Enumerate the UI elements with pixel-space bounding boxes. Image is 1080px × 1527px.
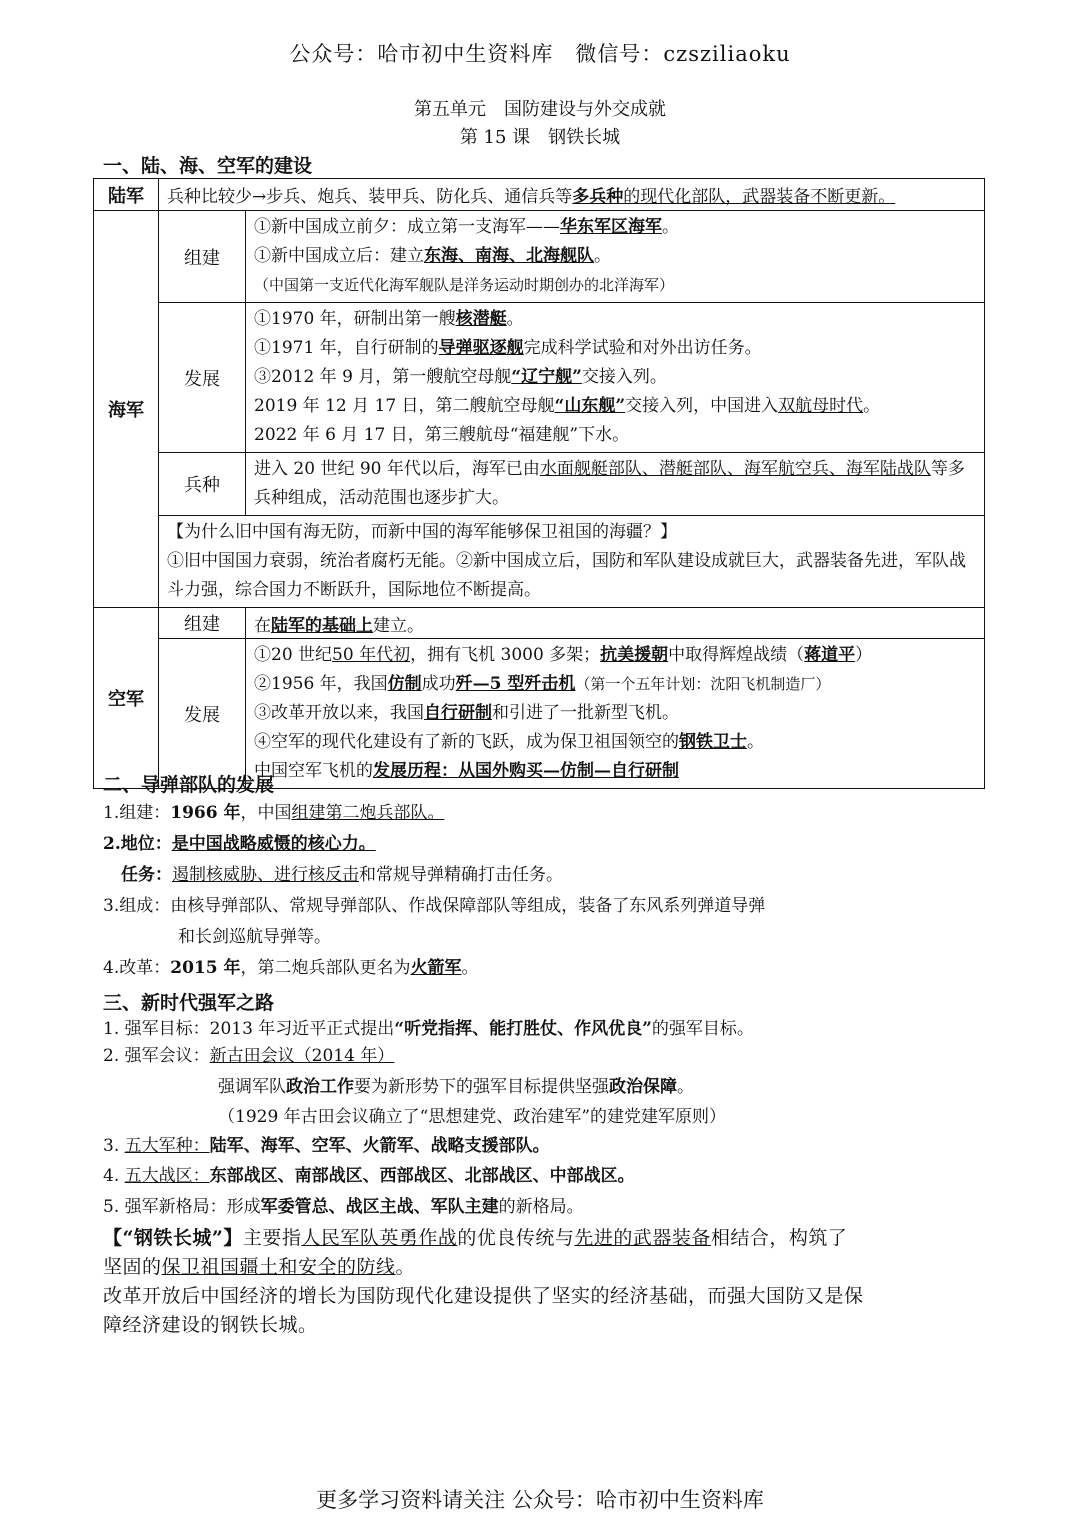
great-wall-line-1: 【“钢铁长城”】主要指人民军队英勇作战的优良传统与先进的武器装备相结合，构筑了 (103, 1227, 848, 1249)
missile-line-5: 和长剑巡航导弹等。 (178, 927, 331, 947)
navy-dev-label: 发展 (159, 303, 246, 453)
navy-label: 海军 (94, 211, 159, 608)
strong-army-line-4: 3. 五大军种：陆军、海军、空军、火箭军、战略支援部队。 (103, 1136, 550, 1156)
navy-dev-content: ①1970 年，研制出第一艘核潜艇。 ①1971 年，自行研制的导弹驱逐舰完成科学试验和对外出访任务。 ③2012 年 9 月，第一艘航空母舰“辽宁舰”交接入列。 2019 年 12 月 17 日，第二艘航空母舰“山东舰”交接入列，中国进入双航母时代。 2022 年 6 月 17 日，第三艘航母“福建舰”下水。 (246, 303, 985, 453)
unit-title: 第五单元 国防建设与外交成就 (414, 99, 666, 120)
airforce-dev-label: 发展 (159, 639, 246, 789)
page-header: 公众号：哈市初中生资料库 微信号：czsziliaoku (289, 42, 791, 66)
lesson-title: 第 15 课 钢铁长城 (459, 127, 621, 148)
economy-line-2: 障经济建设的钢铁长城。 (103, 1314, 318, 1336)
economy-line-1: 改革开放后中国经济的增长为国防现代化建设提供了坚实的经济基础，而强大国防又是保 (103, 1285, 864, 1307)
airforce-form-label: 组建 (159, 608, 246, 639)
great-wall-line-2: 坚固的保卫祖国疆土和安全的防线。 (103, 1256, 416, 1278)
military-table (93, 178, 985, 789)
navy-question (159, 516, 985, 608)
missile-line-4: 3.组成：由核导弹部队、常规导弹部队、作战保障部队等组成，装备了东风系列弹道导弹 (103, 896, 766, 916)
navy-arms-label: 兵种 (159, 453, 246, 516)
navy-form-label: 组建 (159, 211, 246, 303)
navy-arms-content: 进入 20 世纪 90 年代以后，海军已由水面舰艇部队、潜艇部队、海军航空兵、海军陆战队等多兵种组成，活动范围也逐步扩大。 (246, 453, 985, 516)
airforce-dev-content: ①20 世纪50 年代初，拥有飞机 3000 多架；抗美援朝中取得辉煌战绩（蒋道平） ②1956 年，我国仿制成功歼—5 型歼击机（第一个五年计划：沈阳飞机制造厂） ③改革开放以来，我国自行研制和引进了一批新型飞机。 ④空军的现代化建设有了新的飞跃，成为保卫祖国领空的钢铁卫士。 中国空军飞机的发展历程：从国外购买—仿制—自行研制 (246, 639, 985, 789)
missile-line-2: 2.地位：是中国战略威慑的核心力。 (103, 834, 376, 854)
army-label: 陆军 (94, 179, 159, 211)
page-footer: 更多学习资料请关注 公众号：哈市初中生资料库 (316, 1488, 764, 1512)
strong-army-line-5: 4. 五大战区：东部战区、南部战区、西部战区、北部战区、中部战区。 (103, 1166, 635, 1186)
airforce-form-content: 在陆军的基础上建立。 (246, 608, 985, 639)
navy-question-title: 【为什么旧中国有海无防，而新中国的海军能够保卫祖国的海疆？】 (167, 522, 677, 542)
missile-line-3: 任务：遏制核威胁、进行核反击和常规导弹精确打击任务。 (121, 865, 563, 885)
section-heading-2: 二、导弹部队的发展 (103, 774, 275, 796)
navy-form-line-1: ①新中国成立前夕：成立第一支海军——华东军区海军。 (254, 217, 679, 237)
section-heading-1: 一、陆、海、空军的建设 (103, 155, 313, 177)
navy-form-note: （中国第一支近代化海军舰队是洋务运动时期创办的北洋海军） (254, 276, 675, 294)
navy-form-line-2: ①新中国成立后：建立东海、南海、北海舰队。 (254, 246, 611, 266)
strong-army-line-2: 2. 强军会议：新古田会议（2014 年） (103, 1046, 395, 1066)
strong-army-line-6: 5. 强军新格局：形成军委管总、战区主战、军队主建的新格局。 (103, 1197, 584, 1217)
section-heading-3: 三、新时代强军之路 (103, 992, 275, 1014)
strong-army-line-1: 1. 强军目标：2013 年习近平正式提出“听党指挥、能打胜仗、作风优良”的强军目标。 (103, 1019, 754, 1039)
missile-line-1: 1.组建：1966 年，中国组建第二炮兵部队。 (103, 803, 445, 823)
army-content: 兵种比较少→步兵、炮兵、装甲兵、防化兵、通信兵等多兵种的现代化部队，武器装备不断更新。 (159, 179, 985, 211)
strong-army-line-3: 强调军队政治工作要为新形势下的强军目标提供坚强政治保障。 (218, 1077, 694, 1097)
strong-army-note: （1929 年古田会议确立了“思想建党、政治建军”的建党建军原则） (218, 1107, 727, 1127)
navy-form-content (246, 211, 985, 303)
airforce-label: 空军 (94, 608, 159, 789)
missile-line-6: 4.改革：2015 年，第二炮兵部队更名为火箭军。 (103, 958, 479, 978)
navy-question-answer: ①旧中国国力衰弱，统治者腐朽无能。②新中国成立后，国防和军队建设成就巨大，武器装备先进，军队战斗力强，综合国力不断跃升，国际地位不断提高。 (167, 551, 966, 600)
